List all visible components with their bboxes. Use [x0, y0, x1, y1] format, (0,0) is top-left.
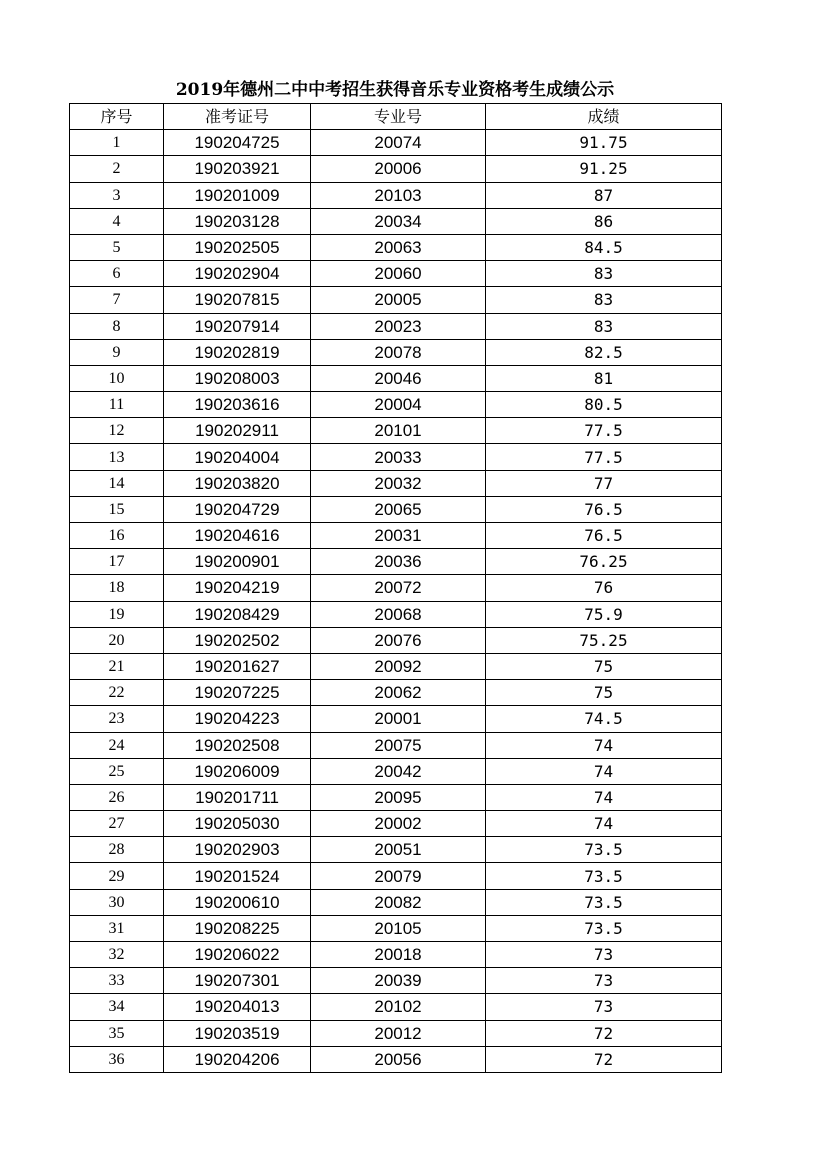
cell-major-no: 20075: [311, 732, 486, 758]
cell-score: 83: [486, 313, 722, 339]
cell-exam-id: 190202502: [164, 627, 311, 653]
cell-major-no: 20036: [311, 549, 486, 575]
cell-score: 91.75: [486, 130, 722, 156]
cell-exam-id: 190202819: [164, 339, 311, 365]
cell-exam-id: 190204616: [164, 523, 311, 549]
cell-seq: 36: [70, 1046, 164, 1072]
table-row: [70, 496, 722, 522]
cell-major-no: 20095: [311, 784, 486, 810]
cell-major-no: 20006: [311, 156, 486, 182]
cell-major-no: 20023: [311, 313, 486, 339]
cell-major-no: 20072: [311, 575, 486, 601]
cell-exam-id: 190207815: [164, 287, 311, 313]
cell-score: 77.5: [486, 418, 722, 444]
cell-exam-id: 190201524: [164, 863, 311, 889]
table-row: [70, 811, 722, 837]
cell-major-no: 20034: [311, 208, 486, 234]
cell-exam-id: 190203616: [164, 392, 311, 418]
cell-seq: 29: [70, 863, 164, 889]
table-row: [70, 392, 722, 418]
table-row: [70, 261, 722, 287]
cell-exam-id: 190207914: [164, 313, 311, 339]
cell-seq: 23: [70, 706, 164, 732]
table-row: [70, 758, 722, 784]
table-row: [70, 1020, 722, 1046]
cell-score: 91.25: [486, 156, 722, 182]
cell-seq: 24: [70, 732, 164, 758]
cell-exam-id: 190200610: [164, 889, 311, 915]
cell-major-no: 20018: [311, 942, 486, 968]
cell-major-no: 20056: [311, 1046, 486, 1072]
cell-major-no: 20005: [311, 287, 486, 313]
cell-exam-id: 190204206: [164, 1046, 311, 1072]
cell-score: 73: [486, 994, 722, 1020]
cell-seq: 9: [70, 339, 164, 365]
cell-exam-id: 190202911: [164, 418, 311, 444]
table-row: [70, 680, 722, 706]
table-row: [70, 549, 722, 575]
cell-score: 73: [486, 968, 722, 994]
cell-score: 75.25: [486, 627, 722, 653]
cell-seq: 30: [70, 889, 164, 915]
cell-score: 74: [486, 811, 722, 837]
cell-exam-id: 190200901: [164, 549, 311, 575]
table-header: [70, 104, 722, 130]
header-row: [70, 104, 722, 130]
table-row: [70, 575, 722, 601]
table-row: [70, 968, 722, 994]
cell-major-no: 20004: [311, 392, 486, 418]
cell-major-no: 20062: [311, 680, 486, 706]
cell-major-no: 20065: [311, 496, 486, 522]
cell-seq: 2: [70, 156, 164, 182]
cell-major-no: 20082: [311, 889, 486, 915]
table-row: [70, 523, 722, 549]
cell-major-no: 20076: [311, 627, 486, 653]
cell-score: 73.5: [486, 863, 722, 889]
cell-score: 74: [486, 732, 722, 758]
cell-exam-id: 190201009: [164, 182, 311, 208]
cell-score: 80.5: [486, 392, 722, 418]
cell-major-no: 20105: [311, 915, 486, 941]
table-row: [70, 837, 722, 863]
cell-seq: 32: [70, 942, 164, 968]
cell-score: 74: [486, 758, 722, 784]
cell-major-no: 20101: [311, 418, 486, 444]
table-row: [70, 942, 722, 968]
cell-seq: 34: [70, 994, 164, 1020]
cell-major-no: 20078: [311, 339, 486, 365]
table-row: [70, 915, 722, 941]
table-row: [70, 234, 722, 260]
cell-seq: 1: [70, 130, 164, 156]
cell-score: 83: [486, 261, 722, 287]
cell-exam-id: 190203820: [164, 470, 311, 496]
cell-seq: 15: [70, 496, 164, 522]
cell-major-no: 20001: [311, 706, 486, 732]
header-exam-id: 准考证号: [164, 104, 311, 130]
table-row: [70, 784, 722, 810]
cell-exam-id: 190204729: [164, 496, 311, 522]
cell-score: 73.5: [486, 915, 722, 941]
cell-seq: 3: [70, 182, 164, 208]
table-row: [70, 339, 722, 365]
table-row: [70, 706, 722, 732]
cell-exam-id: 190204223: [164, 706, 311, 732]
cell-seq: 5: [70, 234, 164, 260]
table-body: [70, 130, 722, 1073]
cell-major-no: 20033: [311, 444, 486, 470]
cell-score: 74.5: [486, 706, 722, 732]
cell-seq: 22: [70, 680, 164, 706]
cell-major-no: 20031: [311, 523, 486, 549]
cell-major-no: 20068: [311, 601, 486, 627]
table-row: [70, 313, 722, 339]
cell-major-no: 20063: [311, 234, 486, 260]
table-row: [70, 208, 722, 234]
table-row: [70, 470, 722, 496]
cell-exam-id: 190208429: [164, 601, 311, 627]
cell-major-no: 20042: [311, 758, 486, 784]
cell-score: 86: [486, 208, 722, 234]
cell-major-no: 20079: [311, 863, 486, 889]
cell-seq: 31: [70, 915, 164, 941]
cell-seq: 6: [70, 261, 164, 287]
cell-score: 81: [486, 365, 722, 391]
table-row: [70, 653, 722, 679]
cell-score: 74: [486, 784, 722, 810]
cell-exam-id: 190204725: [164, 130, 311, 156]
cell-score: 83: [486, 287, 722, 313]
cell-score: 72: [486, 1046, 722, 1072]
table-row: [70, 130, 722, 156]
table-row: [70, 889, 722, 915]
cell-major-no: 20032: [311, 470, 486, 496]
cell-exam-id: 190208225: [164, 915, 311, 941]
cell-major-no: 20092: [311, 653, 486, 679]
table-row: [70, 994, 722, 1020]
score-table: [69, 103, 722, 1073]
table-row: [70, 444, 722, 470]
table-row: [70, 182, 722, 208]
cell-seq: 27: [70, 811, 164, 837]
cell-major-no: 20012: [311, 1020, 486, 1046]
cell-seq: 28: [70, 837, 164, 863]
cell-seq: 33: [70, 968, 164, 994]
table-row: [70, 287, 722, 313]
cell-score: 82.5: [486, 339, 722, 365]
cell-major-no: 20039: [311, 968, 486, 994]
cell-seq: 26: [70, 784, 164, 810]
cell-seq: 8: [70, 313, 164, 339]
cell-score: 73.5: [486, 837, 722, 863]
cell-seq: 13: [70, 444, 164, 470]
cell-seq: 10: [70, 365, 164, 391]
cell-major-no: 20046: [311, 365, 486, 391]
cell-score: 73: [486, 942, 722, 968]
cell-major-no: 20103: [311, 182, 486, 208]
cell-seq: 14: [70, 470, 164, 496]
table-row: [70, 418, 722, 444]
cell-score: 75: [486, 680, 722, 706]
cell-major-no: 20060: [311, 261, 486, 287]
header-major-no: 专业号: [311, 104, 486, 130]
cell-exam-id: 190202903: [164, 837, 311, 863]
cell-score: 73.5: [486, 889, 722, 915]
header-seq: 序号: [70, 104, 164, 130]
table-row: [70, 156, 722, 182]
cell-seq: 7: [70, 287, 164, 313]
cell-exam-id: 190202904: [164, 261, 311, 287]
cell-seq: 12: [70, 418, 164, 444]
cell-exam-id: 190208003: [164, 365, 311, 391]
cell-exam-id: 190203128: [164, 208, 311, 234]
cell-exam-id: 190205030: [164, 811, 311, 837]
cell-exam-id: 190204219: [164, 575, 311, 601]
cell-major-no: 20102: [311, 994, 486, 1020]
table-row: [70, 863, 722, 889]
cell-seq: 35: [70, 1020, 164, 1046]
cell-major-no: 20074: [311, 130, 486, 156]
cell-seq: 18: [70, 575, 164, 601]
cell-seq: 16: [70, 523, 164, 549]
cell-seq: 20: [70, 627, 164, 653]
table-row: [70, 365, 722, 391]
cell-exam-id: 190206009: [164, 758, 311, 784]
cell-exam-id: 190206022: [164, 942, 311, 968]
cell-exam-id: 190203921: [164, 156, 311, 182]
cell-seq: 4: [70, 208, 164, 234]
cell-score: 75.9: [486, 601, 722, 627]
cell-seq: 25: [70, 758, 164, 784]
table-row: [70, 1046, 722, 1072]
cell-exam-id: 190204004: [164, 444, 311, 470]
cell-score: 87: [486, 182, 722, 208]
cell-score: 77: [486, 470, 722, 496]
cell-major-no: 20051: [311, 837, 486, 863]
cell-score: 84.5: [486, 234, 722, 260]
header-score: 成绩: [486, 104, 722, 130]
cell-exam-id: 190202505: [164, 234, 311, 260]
cell-seq: 21: [70, 653, 164, 679]
cell-score: 76.25: [486, 549, 722, 575]
cell-score: 76.5: [486, 496, 722, 522]
cell-exam-id: 190207225: [164, 680, 311, 706]
cell-exam-id: 190203519: [164, 1020, 311, 1046]
cell-seq: 11: [70, 392, 164, 418]
table-row: [70, 627, 722, 653]
cell-exam-id: 190202508: [164, 732, 311, 758]
cell-score: 76: [486, 575, 722, 601]
cell-exam-id: 190204013: [164, 994, 311, 1020]
table-row: [70, 732, 722, 758]
table-row: [70, 601, 722, 627]
cell-exam-id: 190207301: [164, 968, 311, 994]
cell-exam-id: 190201627: [164, 653, 311, 679]
cell-major-no: 20002: [311, 811, 486, 837]
cell-score: 77.5: [486, 444, 722, 470]
cell-exam-id: 190201711: [164, 784, 311, 810]
cell-seq: 17: [70, 549, 164, 575]
cell-score: 75: [486, 653, 722, 679]
cell-score: 72: [486, 1020, 722, 1046]
cell-score: 76.5: [486, 523, 722, 549]
page-title: 2019年德州二中中考招生获得音乐专业资格考生成绩公示: [175, 80, 615, 100]
cell-seq: 19: [70, 601, 164, 627]
